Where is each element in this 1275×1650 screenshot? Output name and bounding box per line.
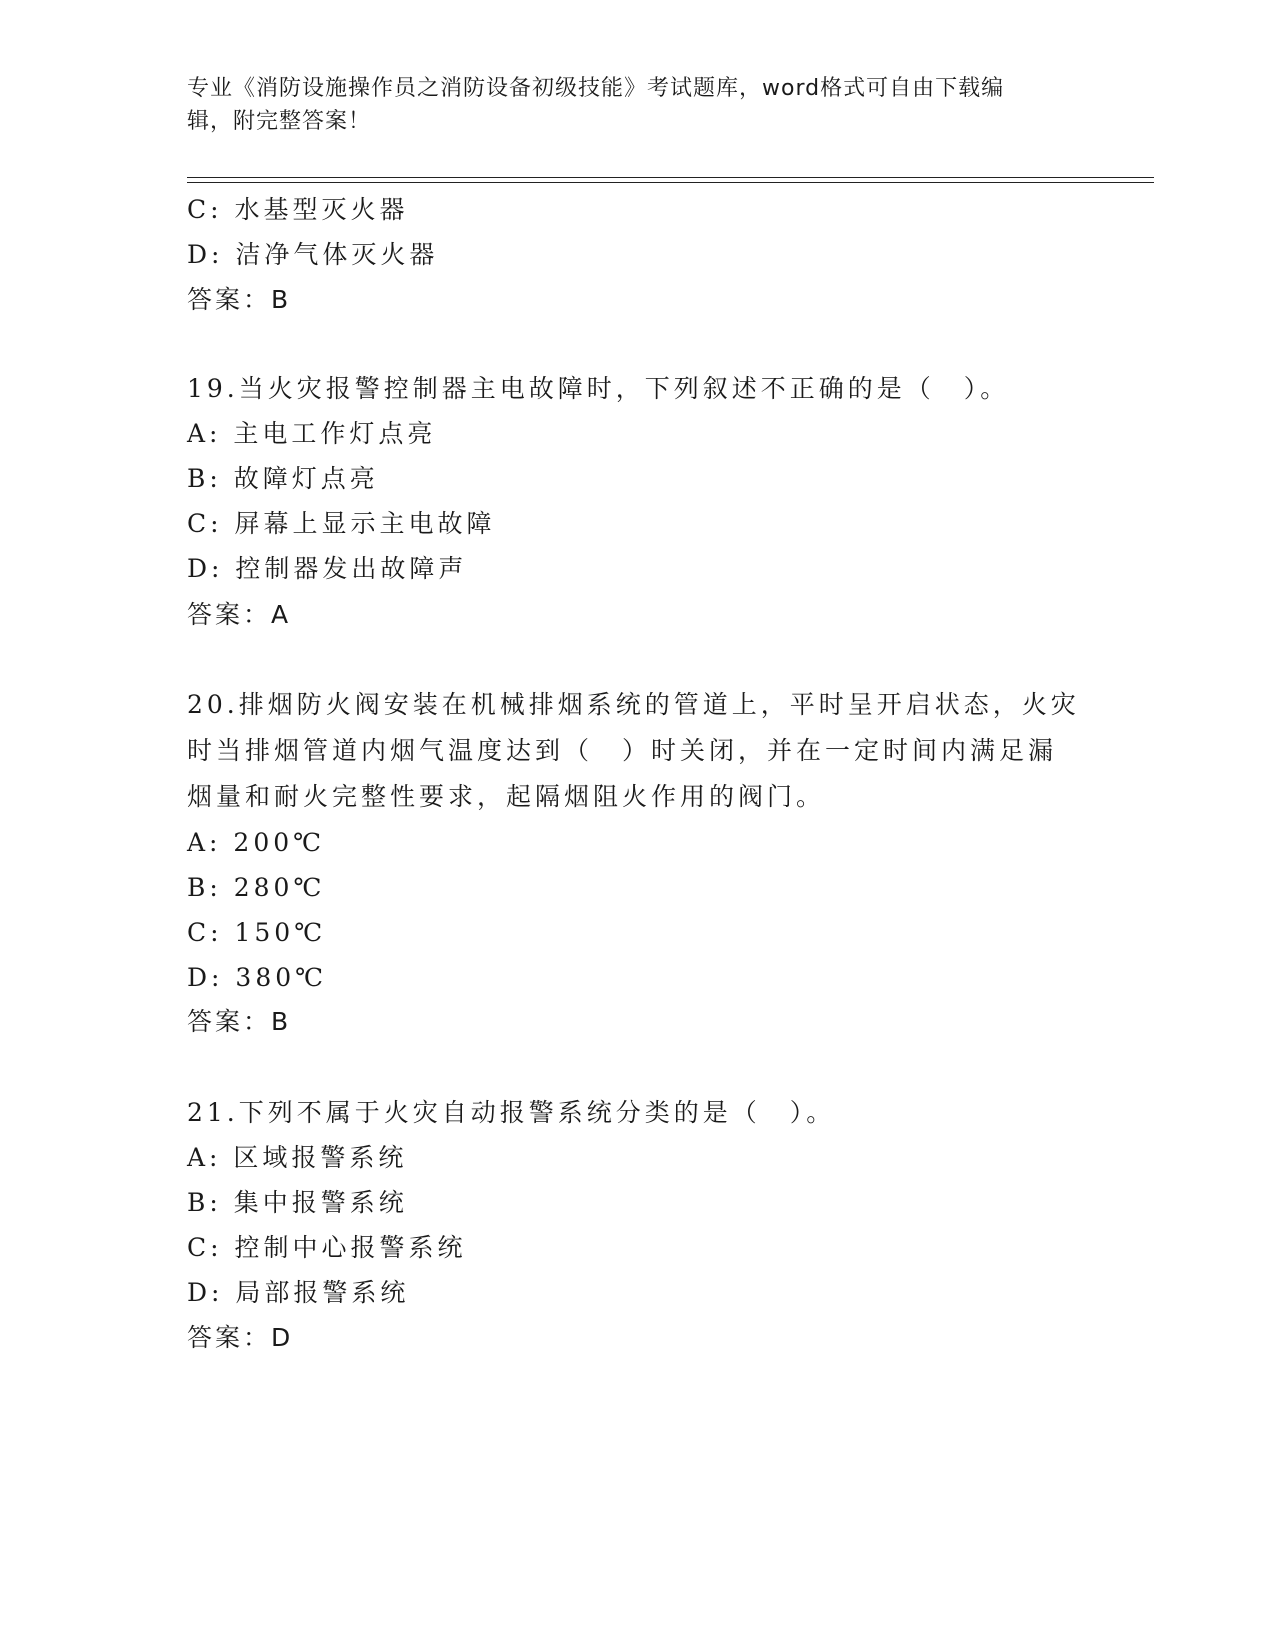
q21-option-c: C: 控制中心报警系统: [187, 1233, 467, 1262]
q21-answer: 答案：D: [187, 1323, 294, 1352]
header-divider-top: [187, 177, 1154, 178]
q20-option-c: C: 150℃: [187, 918, 327, 947]
header-line-1: 专业《消防设施操作员之消防设备初级技能》考试题库，word格式可自由下载编: [187, 76, 1005, 101]
document-header: [187, 72, 1067, 138]
prev-option-d: D: 洁净气体灭火器: [187, 240, 439, 269]
q20-answer: 答案：B: [187, 1007, 292, 1036]
q19-option-a: A: 主电工作灯点亮: [187, 419, 437, 448]
q20-stem-line-3: 烟量和耐火完整性要求，起隔烟阻火作用的阀门。: [187, 782, 826, 811]
q20-option-a: A: 200℃: [187, 828, 326, 857]
q19-answer: 答案：A: [187, 600, 292, 629]
prev-option-c: C: 水基型灭火器: [187, 195, 409, 224]
q21-option-b: B: 集中报警系统: [187, 1188, 408, 1217]
q21-option-a: A: 区域报警系统: [187, 1143, 408, 1172]
header-line-2: 辑，附完整答案！: [187, 109, 372, 134]
q19-option-d: D: 控制器发出故障声: [187, 554, 468, 583]
q19-option-b: B: 故障灯点亮: [187, 464, 379, 493]
q20-stem-line-2: 时当排烟管道内烟气温度达到（ ）时关闭，并在一定时间内满足漏: [187, 736, 1058, 765]
q19-option-c: C: 屏幕上显示主电故障: [187, 509, 496, 538]
q20-option-b: B: 280℃: [187, 873, 326, 902]
q21-stem: 21.下列不属于火灾自动报警系统分类的是（ ）。: [187, 1098, 836, 1127]
q20-stem-line-1: 20.排烟防火阀安装在机械排烟系统的管道上，平时呈开启状态，火灾: [187, 690, 1080, 719]
q21-option-d: D: 局部报警系统: [187, 1278, 410, 1307]
header-divider-bottom: [187, 182, 1154, 183]
q19-stem: 19.当火灾报警控制器主电故障时，下列叙述不正确的是（ ）。: [187, 374, 1010, 403]
prev-answer: 答案：B: [187, 285, 292, 314]
q20-option-d: D: 380℃: [187, 963, 328, 992]
